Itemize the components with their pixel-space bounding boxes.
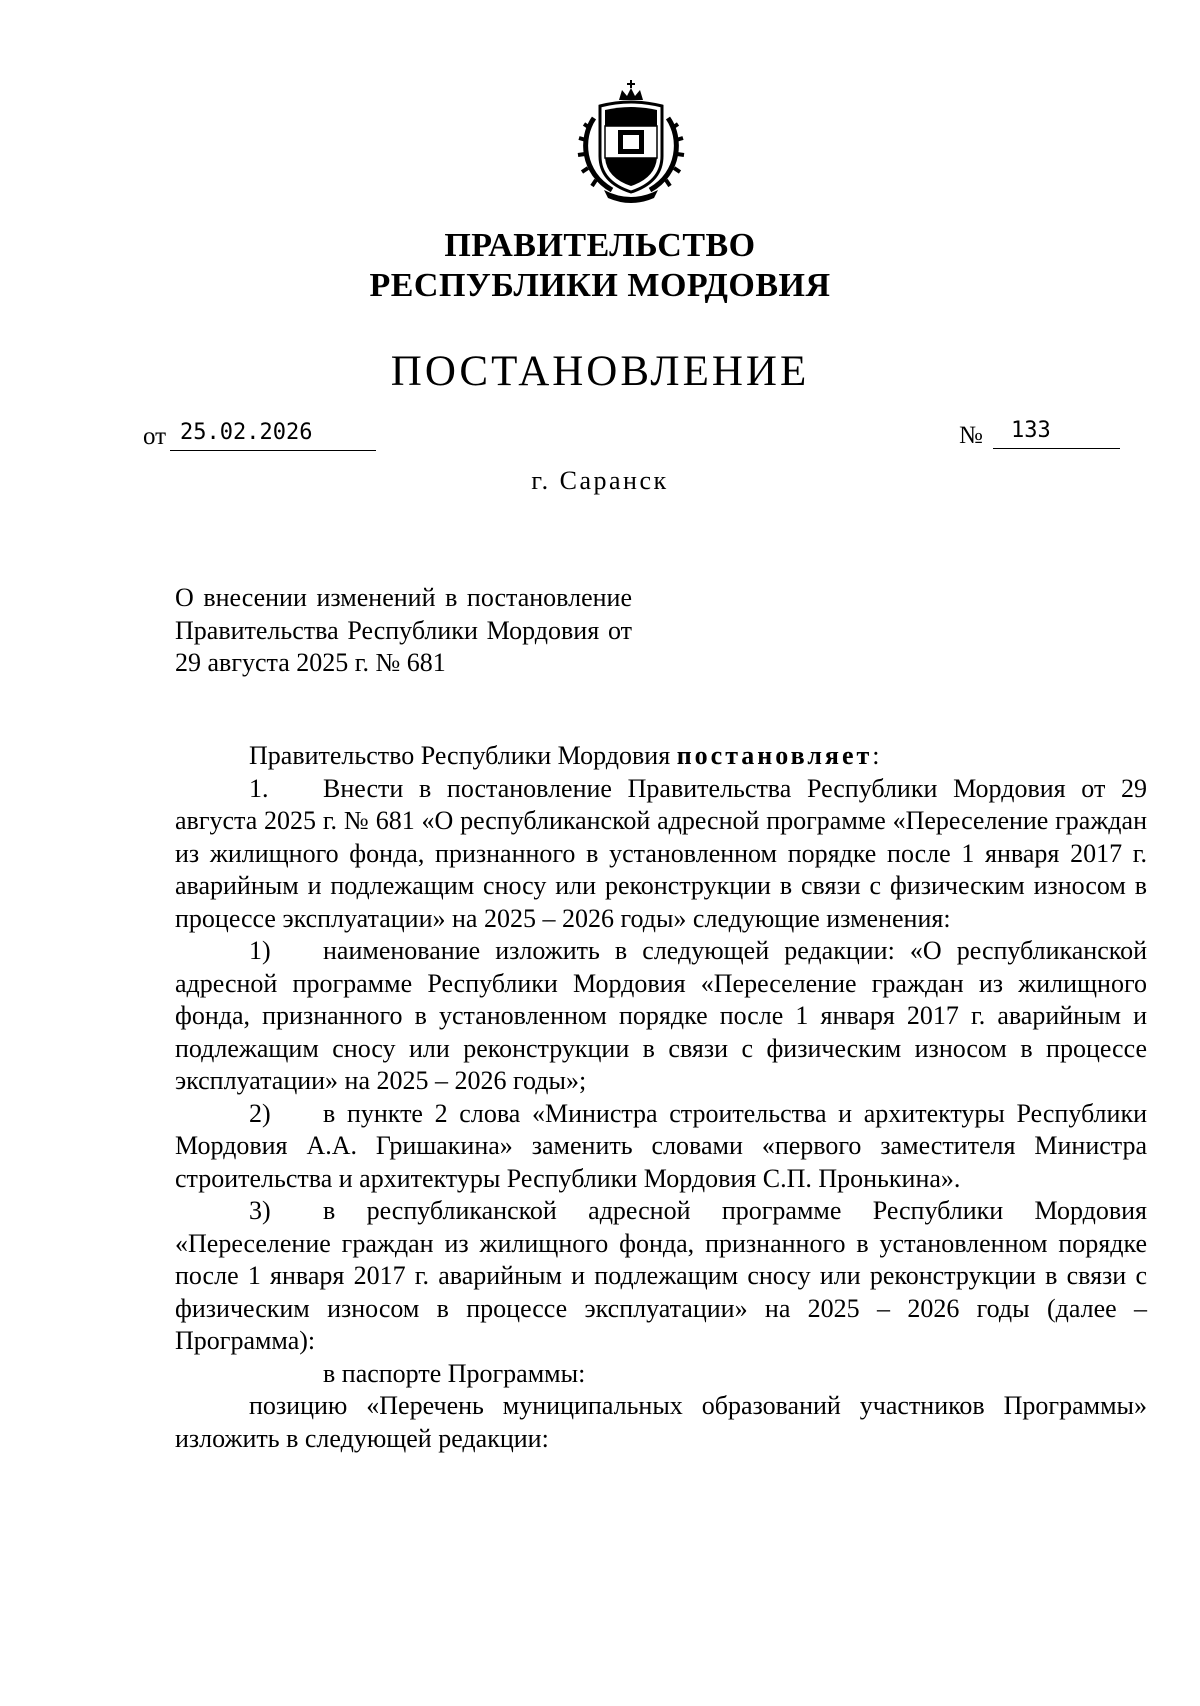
organization-name-line1: ПРАВИТЕЛЬСТВО [444,227,756,264]
item-1 [175,773,1147,936]
intro-paragraph [175,740,1147,773]
number-value: 133 [1011,418,1051,443]
number-field [993,418,1120,449]
subitem-3 [175,1195,1147,1358]
subitem-3-text: в республиканской адресной программе Республики Мордовия «Переселение граждан из жилищного фонда, признанного в установленном порядке после 1 января 2017 г. аварийным и подлежащим сносу или реконструкции в связи с физическим износом в процессе эксплуатации» на 2025 – 2026 годы (далее – Программа): [175,1196,1147,1355]
document-body [175,740,1147,1455]
subitem-3-number: 3) [249,1196,271,1225]
position-paragraph: позицию «Перечень муниципальных образований участников Программы» изложить в следующей редакции: [175,1391,1147,1453]
organization-name-line2: РЕСПУБЛИКИ МОРДОВИЯ [369,267,831,304]
date-field [170,420,376,451]
coat-of-arms-icon [572,78,690,206]
item-1-number: 1. [249,773,269,803]
subitem-1-number: 1) [249,936,271,965]
intro-text: Правительство Республики Мордовия [249,741,677,770]
document-subject: О внесении изменений в постановление Правительства Республики Мордовия от 29 августа 2025 г. № 681 [175,583,632,677]
subitem-2-text: в пункте 2 слова «Министра строительства и архитектуры Республики Мордовия А.А. Гришакина» заменить словами «первого заместителя Министра строительства и архитектуры Республики Мордовия С.П. Пронькина». [175,1098,1147,1193]
subitem-2 [175,1098,1147,1196]
intro-keyword: постановляет [676,741,873,770]
date-value: 25.02.2026 [180,420,313,445]
subitem-1-text: наименование изложить в следующей редакции: «О республиканской адресной программе Республики Мордовия «Переселение граждан из жилищного фонда, признанного в установленном порядке после 1 января 2017 г. аварийным и подлежащим сносу или реконструкции в связи с физическим износом в процессе эксплуатации» на 2025 – 2026 годы»; [175,936,1147,1095]
number-label: № [959,422,983,449]
city: г. Саранск [531,466,669,495]
intro-end: : [872,741,880,770]
date-label: от [143,423,167,450]
subitem-1 [175,935,1147,1098]
passport-line: в паспорте Программы: [323,1358,586,1388]
subitem-2-number: 2) [249,1098,271,1128]
document-type: ПОСТАНОВЛЕНИЕ [390,348,810,395]
item-1-text: Внести в постановление Правительства Республики Мордовия от 29 августа 2025 г. № 681 «О республиканской адресной программе «Переселение граждан из жилищного фонда, признанного в установленном порядке после 1 января 2017 г. аварийным и подлежащим сносу или реконструкции в связи с физическим износом в процессе эксплуатации» на 2025 – 2026 годы» следующие изменения: [175,773,1147,933]
